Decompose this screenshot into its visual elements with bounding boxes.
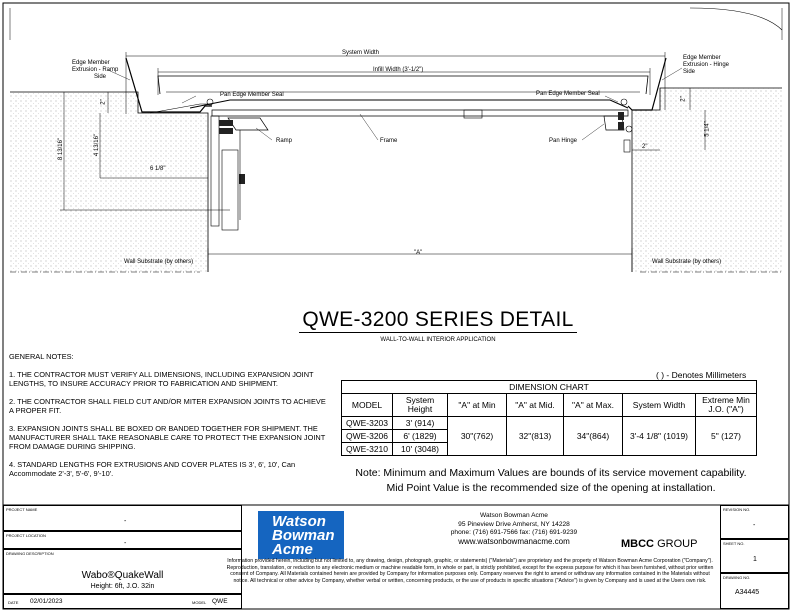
chart-header: Extreme Min J.O. ("A") — [696, 394, 757, 417]
wall-substrate-left-label: Wall Substrate (by others) — [124, 259, 194, 265]
system-width-label: System Width — [342, 50, 380, 56]
mbcc-group-logo: MBCC GROUP — [621, 538, 698, 550]
dim-5-1-4-label: 5 1/4" — [704, 121, 711, 137]
company-website[interactable]: www.watsonbowmanacme.com — [458, 536, 570, 546]
chart-header: System Height — [393, 394, 448, 417]
dimension-chart-caption: DIMENSION CHART — [342, 381, 757, 394]
extreme-min-cell: 5" (127) — [696, 417, 757, 456]
height-cell: 6' (1829) — [393, 430, 448, 443]
disclaimer: Information provided herein, including but not limited to, any drawing, design, photograph, graphic, or statements) ("Materials") are proprietary and the property of Watson Bowman Acme Corporation ("Company"). Reproduction, translation, or reduction to any electronic medium or machine readable form, in whole or part, is strictly prohibited, except for the express purpose for which it has been furnished, without prior written consent of Company. All Materials contained herein are provided by Company for information purposes only. Company reserves the right to amend or withdraw any information contained in the Materials without notice. All technical or other advice by Company, whether verbal or written, concerning products, or the use of products in specific situations ("Advice") is given by Company and is used at the Users own risk. — [226, 558, 714, 584]
pan-seal-left-label: Pan Edge Member Seal — [220, 92, 284, 98]
watson-bowman-acme-logo: Watson Bowman Acme — [258, 511, 344, 559]
general-notes-heading: GENERAL NOTES: — [9, 352, 74, 361]
ramp-label: Ramp — [276, 138, 293, 144]
ramp — [228, 118, 268, 130]
general-note: 4. STANDARD LENGTHS FOR EXTRUSIONS AND COVER PLATES IS 3', 6', 10', Can Accommodate 2'-3', 5'-6', 9'-10'. — [9, 460, 296, 478]
edge-member-ramp-label: Edge Member Extrusion - Ramp Side — [72, 60, 119, 80]
model-cell: QWE-3203 — [342, 417, 393, 430]
chart-header: "A" at Max. — [564, 394, 623, 417]
date-model-box: DATE 02/01/2023 MODEL QWE — [3, 594, 242, 609]
dim-8-13-16-label: 8 13/16" — [58, 137, 65, 161]
edge-member-hinge-label: Edge Member Extrusion - Hinge Side — [683, 55, 730, 75]
infill-width-label: Infill Width (3'-1/2") — [373, 67, 424, 73]
dim-2-bottom-label: 2" — [642, 144, 648, 150]
title-underline — [299, 332, 577, 333]
drawing-number-box: DRAWING NO. A34445 — [720, 573, 789, 609]
pan-seal-right-label: Pan Edge Member Seal — [536, 91, 600, 97]
pan-hinge-label: Pan Hinge — [549, 138, 578, 144]
dim-2-right-label: 2" — [680, 96, 687, 102]
chart-header: MODEL — [342, 394, 393, 417]
a-mid-cell: 32"(813) — [507, 417, 564, 456]
page-title: QWE-3200 SERIES DETAIL — [302, 308, 574, 331]
company-info: Watson Bowman Acme 95 Pineview Drive Amherst, NY 14228 phone: (716) 691-7566 fax: (716) 691-9239 www.watsonbowmanacme.com — [404, 512, 624, 546]
dim-4-13-16-label: 4 13/16" — [94, 133, 101, 157]
project-name-box: PROJECT NAME - — [3, 505, 242, 531]
model-cell: QWE-3210 — [342, 443, 393, 456]
system-width-cell: 3'-4 1/8" (1019) — [623, 417, 696, 456]
mm-legend: ( ) - Denotes Millimeters — [656, 370, 747, 380]
wall-substrate-right-label: Wall Substrate (by others) — [652, 259, 722, 265]
a-max-cell: 34"(864) — [564, 417, 623, 456]
general-notes — [9, 352, 329, 487]
dimension-chart-note: Note: Minimum and Maximum Values are bounds of its service movement capability. Mid Point Value is the recommended size of the opening at installation. — [355, 467, 747, 494]
a-min-cell: 30"(762) — [448, 417, 507, 456]
frame-label: Frame — [380, 138, 398, 144]
chart-header: "A" at Min — [448, 394, 507, 417]
general-note: 3. EXPANSION JOINTS SHALL BE BOXED OR BANDED TOGETHER FOR SHIPMENT. THE MANUFACTURER SHALL TAKE REASONABLE CARE TO PROTECT THE EXPANSION JOINT FROM DAMAGE DURING SHIPPING. — [9, 424, 326, 451]
hardware-left — [211, 116, 245, 230]
dim-a-label: "A" — [414, 250, 423, 256]
model-cell: QWE-3206 — [342, 430, 393, 443]
general-note: 2. THE CONTRACTOR SHALL FIELD CUT AND/OR MITER EXPANSION JOINTS TO ACHIEVE A PROPER FIT. — [9, 397, 326, 415]
chart-header: System Width — [623, 394, 696, 417]
dim-6-1-8-label: 6 1/8" — [150, 166, 166, 172]
drawing-description-box: DRAWING DESCRIPTION Wabo®QuakeWall Height: 6ft, J.O. 32in — [3, 549, 242, 594]
general-note: 1. THE CONTRACTOR MUST VERIFY ALL DIMENSIONS, INCLUDING EXPANSION JOINT LENGTHS, TO INSURE ACCURACY PRIOR TO FABRICATION AND SHIPMENT. — [9, 370, 314, 388]
height-cell: 10' (3048) — [393, 443, 448, 456]
dim-2-left-label: 2" — [100, 99, 107, 105]
height-cell: 3' (914) — [393, 417, 448, 430]
frame — [212, 110, 628, 116]
page-subtitle: WALL-TO-WALL INTERIOR APPLICATION — [380, 337, 496, 343]
project-location-box: PROJECT LOCATION - — [3, 531, 242, 549]
pan-plate — [190, 100, 628, 108]
chart-header: "A" at Mid. — [507, 394, 564, 417]
dimension-chart — [341, 380, 757, 456]
wall-substrate-right — [632, 88, 782, 272]
revision-box: REVISION NO. - — [720, 505, 789, 539]
sheet-box: SHEET NO. 1 — [720, 539, 789, 573]
wall-substrate-left — [10, 92, 208, 272]
